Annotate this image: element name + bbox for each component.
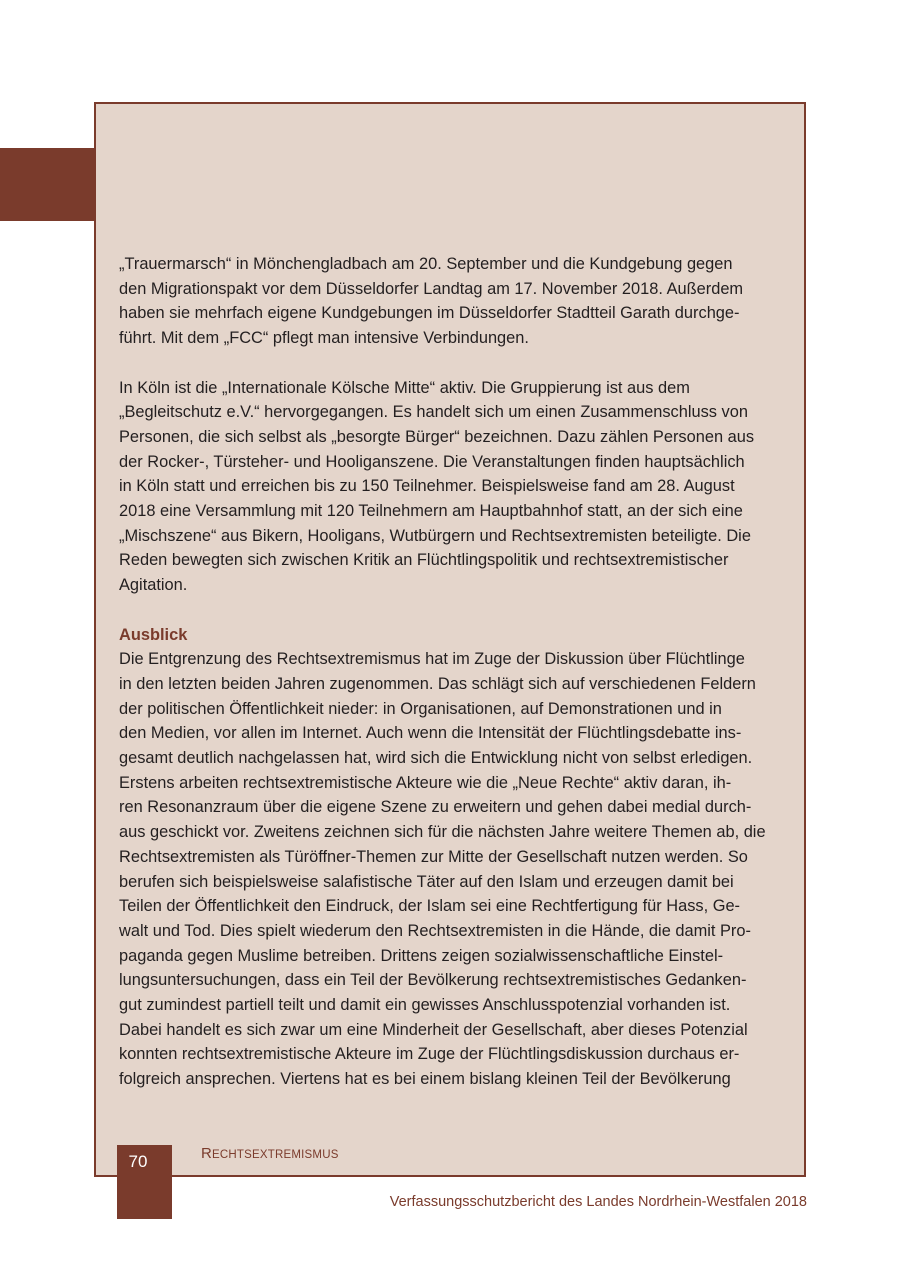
paragraph-1 — [119, 252, 789, 351]
text-line: „Begleitschutz e.V.“ hervorgegangen. Es handelt sich um einen Zusammenschluss von — [119, 403, 748, 422]
text-line: Erstens arbeiten rechtsextremistische Akteure wie die „Neue Rechte“ aktiv daran, ih- — [119, 773, 732, 792]
text-line: in den letzten beiden Jahren zugenommen. Das schlägt sich auf verschiedenen Feldern — [119, 674, 756, 693]
text-line: Reden bewegten sich zwischen Kritik an Flüchtlingspolitik und rechtsextremistischer — [119, 551, 729, 570]
text-line: lungsuntersuchungen, dass ein Teil der Bevölkerung rechtsextremistisches Gedanken- — [119, 971, 747, 990]
text-line: Teilen der Öffentlichkeit den Eindruck, der Islam sei eine Rechtfertigung für Hass, Ge- — [119, 897, 741, 916]
page-number-block — [117, 1145, 172, 1219]
text-line: den Medien, vor allen im Internet. Auch wenn die Intensität der Flüchtlingsdebatte ins- — [119, 724, 742, 743]
text-line: Rechtsextremisten als Türöffner-Themen zur Mitte der Gesellschaft nutzen werden. So — [119, 847, 748, 866]
text-line: paganda gegen Muslime betreiben. Drittens zeigen sozialwissenschaftliche Einstel- — [119, 946, 724, 965]
text-line: in Köln statt und erreichen bis zu 150 Teilnehmer. Beispielsweise fand am 28. August — [119, 477, 735, 496]
text-line: Agitation. — [119, 576, 188, 595]
paragraph-2 — [119, 376, 789, 598]
chapter-tab-block — [0, 148, 95, 221]
running-section-title — [201, 1145, 339, 1162]
text-line: In Köln ist die „Internationale Kölsche Mitte“ aktiv. Die Gruppierung ist aus dem — [119, 378, 690, 397]
paragraph-3 — [119, 647, 789, 1092]
text-line: Personen, die sich selbst als „besorgte Bürger“ bezeichnen. Dazu zählen Personen aus — [119, 427, 755, 446]
text-line: berufen sich beispielsweise salafistische Täter auf den Islam und erzeugen damit bei — [119, 872, 734, 891]
text-line: ren Resonanzraum über die eigene Szene zu erweitern und gehen dabei medial durch- — [119, 798, 752, 817]
section-title-initial: R — [201, 1145, 213, 1162]
text-line: den Migrationspakt vor dem Düsseldorfer Landtag am 17. November 2018. Außerdem — [119, 279, 744, 298]
text-line: der Rocker-, Türsteher- und Hooliganszene. Die Veranstaltungen finden hauptsächlich — [119, 452, 745, 471]
section-heading: Ausblick — [119, 625, 188, 644]
text-line: aus geschickt vor. Zweitens zeichnen sich für die nächsten Jahre weitere Themen ab, die — [119, 823, 766, 842]
text-line: „Mischszene“ aus Bikern, Hooligans, Wutbürgern und Rechtsextremisten beteiligte. Die — [119, 526, 751, 545]
text-line: führt. Mit dem „FCC“ pflegt man intensive Verbindungen. — [119, 329, 529, 348]
text-line: der politischen Öffentlichkeit nieder: in Organisationen, auf Demonstrationen und in — [119, 699, 722, 718]
text-line: konnten rechtsextremistische Akteure im Zuge der Flüchtlingsdiskussion durchaus er- — [119, 1045, 740, 1064]
text-line: folgreich ansprechen. Viertens hat es bei einem bislang kleinen Teil der Bevölkerung — [119, 1070, 731, 1089]
page-footer: Verfassungsschutzbericht des Landes Nordrhein-Westfalen 2018 — [389, 1194, 807, 1210]
body-text — [119, 252, 789, 1092]
text-line: walt und Tod. Dies spielt wiederum den Rechtsextremisten in die Hände, die damit Pro- — [119, 921, 751, 940]
page-number: 70 — [128, 1152, 148, 1171]
text-line: Dabei handelt es sich zwar um eine Minderheit der Gesellschaft, aber dieses Potenzial — [119, 1020, 748, 1039]
text-line: Die Entgrenzung des Rechtsextremismus hat im Zuge der Diskussion über Flüchtlinge — [119, 650, 745, 669]
section-title-rest: ECHTSEXTREMISMUS — [212, 1149, 339, 1161]
text-line: gesamt deutlich nachgelassen hat, wird sich die Entwicklung nicht von selbst erledigen. — [119, 749, 753, 768]
paragraph-gap — [119, 351, 789, 376]
text-line: haben sie mehrfach eigene Kundgebungen im Düsseldorfer Stadtteil Garath durchge- — [119, 304, 740, 323]
paragraph-gap — [119, 598, 789, 623]
text-line: 2018 eine Versammlung mit 120 Teilnehmern am Hauptbahnhof statt, an der sich eine — [119, 502, 743, 521]
text-line: „Trauermarsch“ in Mönchengladbach am 20. September und die Kundgebung gegen — [119, 255, 733, 273]
text-line: gut zumindest partiell teilt und damit ein gewisses Anschlusspotenzial vorhanden ist. — [119, 996, 731, 1015]
